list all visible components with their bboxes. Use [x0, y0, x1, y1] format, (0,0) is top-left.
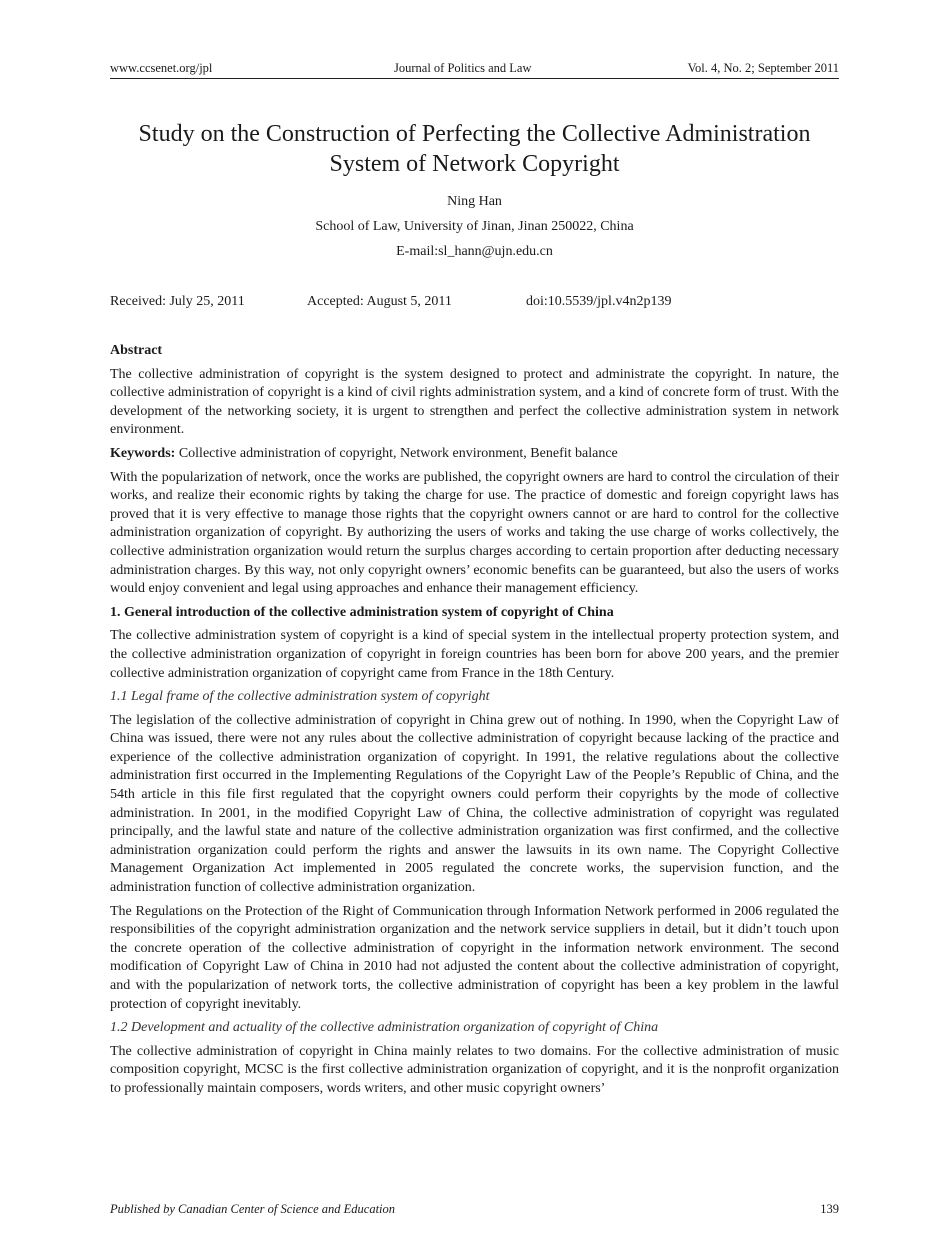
running-header: [110, 61, 839, 78]
abstract-heading: Abstract: [110, 343, 163, 358]
page-number: 139: [820, 1202, 839, 1216]
publisher-credit: Published by Canadian Center of Science and Education: [110, 1202, 396, 1216]
keywords: [110, 445, 839, 464]
article-body: [110, 342, 839, 1104]
journal-name: Journal of Politics and Law: [394, 61, 532, 75]
keywords-text: Collective administration of copyright, Network environment, Benefit balance: [178, 445, 618, 461]
subsection-1-2-heading: 1.2 Development and actuality of the collective administration organization of copyright of China: [110, 1020, 659, 1036]
author-name: Ning Han: [447, 194, 502, 209]
section-1-heading: 1. General introduction of the collective administration system of copyright of China: [110, 604, 614, 620]
section-1-1-paragraph-1: The legislation of the collective administration of copyright in China grew out of nothing. In 1990, when the Copyright Law of China was issued, there were not any rules about the collective administration of copyright because lacking of the practice and experience of the collective administration organization of copyright. In 1991, the relative regulations about the collective administration first occurred in the Implementing Regulations of the Copyright Law of the People’s Republic of China, and the 54th article in this file first regulated that the copyright owners could perform their copyrights by the mode of collective administration. In 2001, in the modified Copyright Law of China, the collective administration of copyright was regulated principally, and the lawful state and nature of the collective administration organization was first confirmed, and the collective administration organization could perform the rights and answer the lawsuits in its own name. The Copyright Collective Management Organization Act implemented in 2005 regulated the concrete works, the supervision function, and the administration function of collective administration organization.: [110, 712, 839, 896]
accepted-date: Accepted: August 5, 2011: [307, 294, 452, 309]
subsection-1-1-heading: 1.1 Legal frame of the collective administration system of copyright: [110, 689, 490, 705]
intro-paragraph: With the popularization of network, once the works are published, the copyright owners are hard to control the circulation of their works, and realize their economic rights by taking the charge for use. The practice of domestic and foreign copyright laws has proved that it is very effective to manage those rights that the copyright owners cannot or are hard to control for the collective administration organization of copyright. By authorizing the users of works and taking the use charge of works collectively, the collective administration organization would return the surplus charges according to certain proportion after deducting necessary administration charges. By this way, not only copyright owners’ economic benefits can be guaranteed, but also the users of works would enjoy convenient and legal using approaches and enhance their management efficiency.: [110, 469, 839, 597]
author-email[interactable]: E-mail:sl_hann@ujn.edu.cn: [396, 244, 553, 259]
doi-link[interactable]: doi:10.5539/jpl.v4n2p139: [526, 294, 672, 309]
keywords-label: Keywords:: [110, 445, 176, 461]
author-affiliation: School of Law, University of Jinan, Jinan 250022, China: [315, 219, 634, 234]
header-divider: [110, 78, 839, 79]
abstract-text: The collective administration of copyright is the system designed to protect and administrate the copyright. In nature, the collective administration of copyright is a kind of civil rights administration system, and a kind of concrete form of trust. With the development of the networking society, it is urgent to strengthen and perfect the collective administration system in network environment.: [110, 366, 839, 438]
paper-title: Study on the Construction of Perfecting the Collective Administration System of Network Copyright: [138, 121, 811, 177]
section-1-paragraph-1: The collective administration system of copyright is a kind of special system in the intellectual property protection system, and the collective administration organization of copyright in foreign countries has been born for above 200 years, and the premier collective administration organization of copyright came from France in the 18th Century.: [110, 628, 839, 681]
journal-website-link[interactable]: www.ccsenet.org/jpl: [110, 61, 213, 75]
received-date: Received: July 25, 2011: [110, 294, 245, 309]
volume-issue: Vol. 4, No. 2; September 2011: [687, 61, 839, 75]
section-1-2-paragraph-1: The collective administration of copyright in China mainly relates to two domains. For the collective administration of music composition copyright, MCSC is the first collective administration organization of copyright, and it is the nonprofit organization to professionally maintain composers, words writers, and other music copyright owners’: [110, 1043, 839, 1096]
section-1-1-paragraph-2: The Regulations on the Protection of the Right of Communication through Information Network performed in 2006 regulated the responsibilities of the copyright administration organization and the network service suppliers in detail, but it didn’t touch upon the concrete operation of the collective administration of copyright in the information network environment. The second modification of Copyright Law of China in 2010 had not adjusted the content about the collective administration of copyright, and with the popularization of network torts, the collective administration of copyright has been a key problem in the lawful protection of copyright inevitably.: [110, 903, 839, 1012]
